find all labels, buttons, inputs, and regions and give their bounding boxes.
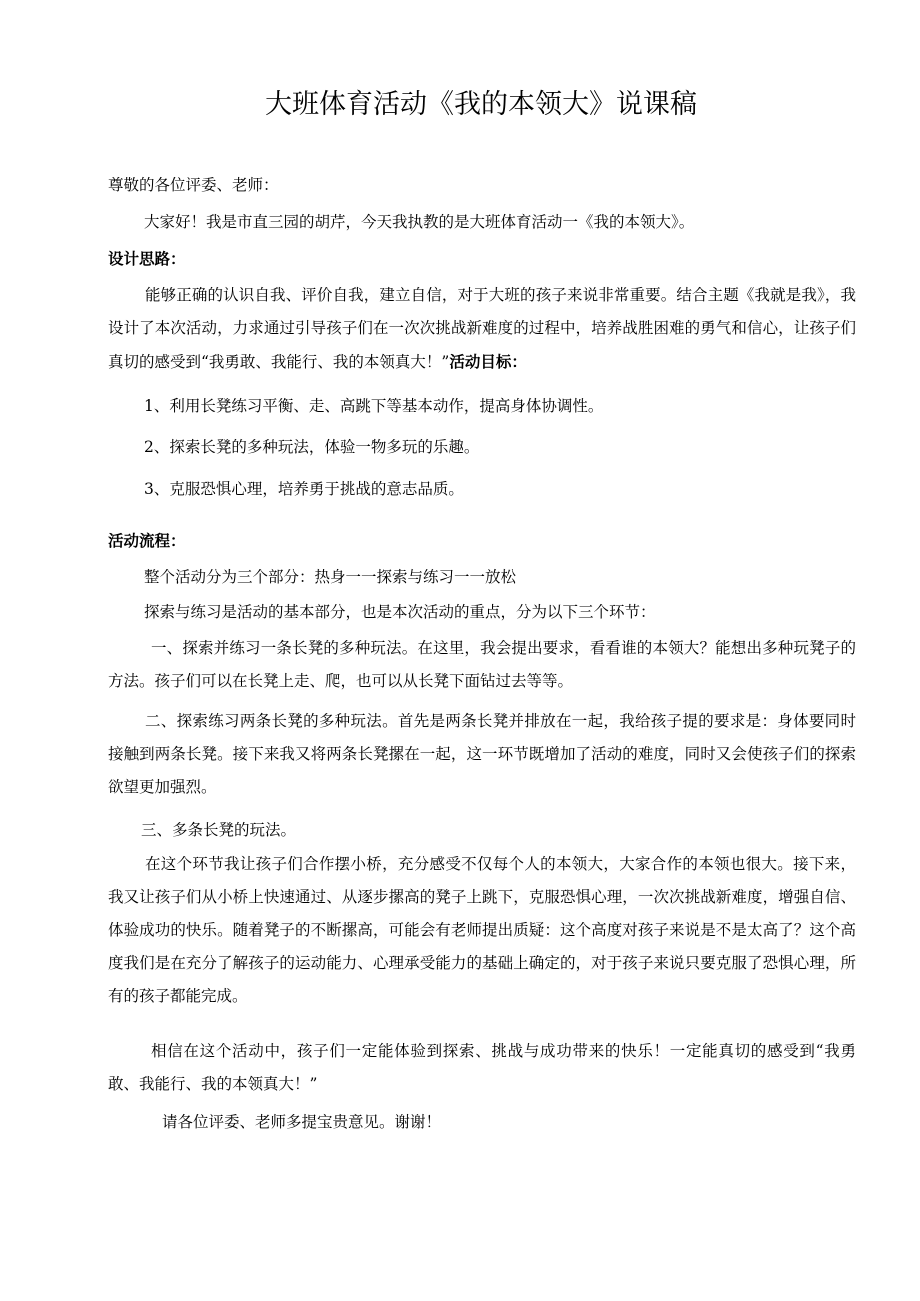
goals-heading: 活动目标： <box>449 352 527 371</box>
step-2-paragraph: 二、探索练习两条长凳的多种玩法。首先是两条长凳并排放在一起，我给孩子提的要求是：身体要同时接触到两条长凳。接下来我又将两条长凳摞在一起，这一环节既增加了活动的难度，同时又会使孩子们的探索欲望更加强烈。 <box>108 712 856 796</box>
intro-paragraph: 大家好！我是市直三园的胡芹，今天我执教的是大班体育活动一《我的本领大》。 <box>144 213 695 231</box>
process-overview: 整个活动分为三个部分：热身一一探索与练习一一放松 <box>144 568 517 586</box>
closing-paragraph: 相信在这个活动中，孩子们一定能体验到探索、挑战与成功带来的快乐！一定能真切的感受到“我勇敢、我能行、我的本领真大！” <box>108 1042 856 1093</box>
goal-item-3: 3、克服恐惧心理，培养勇于挑战的意志品质。 <box>144 480 464 498</box>
process-focus: 探索与练习是活动的基本部分，也是本次活动的重点，分为以下三个环节： <box>144 603 656 621</box>
thanks-line: 请各位评委、老师多提宝贵意见。谢谢！ <box>162 1113 442 1131</box>
design-heading: 设计思路： <box>108 249 186 268</box>
document-title: 大班体育活动《我的本领大》说课稿 <box>265 89 697 120</box>
process-heading: 活动流程： <box>108 531 186 550</box>
design-body: 能够正确的认识自我、评价自我，建立自信，对于大班的孩子来说非常重要。结合主题《我就是我》，我设计了本次活动，力求通过引导孩子们在一次次挑战新难度的过程中，培养战胜困难的勇气和信心，让孩子们真切的感受到“我勇敢、我能行、我的本领真大！” <box>108 286 856 371</box>
step-3-paragraph: 在这个环节我让孩子们合作摆小桥，充分感受不仅每个人的本领大，大家合作的本领也很大。接下来，我又让孩子们从小桥上快速通过、从逐步摞高的凳子上跳下，克服恐惧心理，一次次挑战新难度，增强自信、体验成功的快乐。随着凳子的不断摞高，可能会有老师提出质疑：这个高度对孩子来说是不是太高了？这个高度我们是在充分了解孩子的运动能力、心理承受能力的基础上确定的，对于孩子来说只要克服了恐惧心理，所有的孩子都能完成。 <box>108 855 856 1005</box>
step-3-heading: 三、多条长凳的玩法。 <box>141 821 297 839</box>
greeting: 尊敬的各位评委、老师： <box>108 176 279 194</box>
design-paragraph <box>108 279 856 379</box>
goal-item-1: 1、利用长凳练习平衡、走、高跳下等基本动作，提高身体协调性。 <box>144 397 604 415</box>
goal-item-2: 2、探索长凳的多种玩法，体验一物多玩的乐趣。 <box>144 438 480 456</box>
step-1-paragraph: 一、探索并练习一条长凳的多种玩法。在这里，我会提出要求，看看谁的本领大？能想出多种玩凳子的方法。孩子们可以在长凳上走、爬，也可以从长凳下面钻过去等等。 <box>108 639 856 690</box>
